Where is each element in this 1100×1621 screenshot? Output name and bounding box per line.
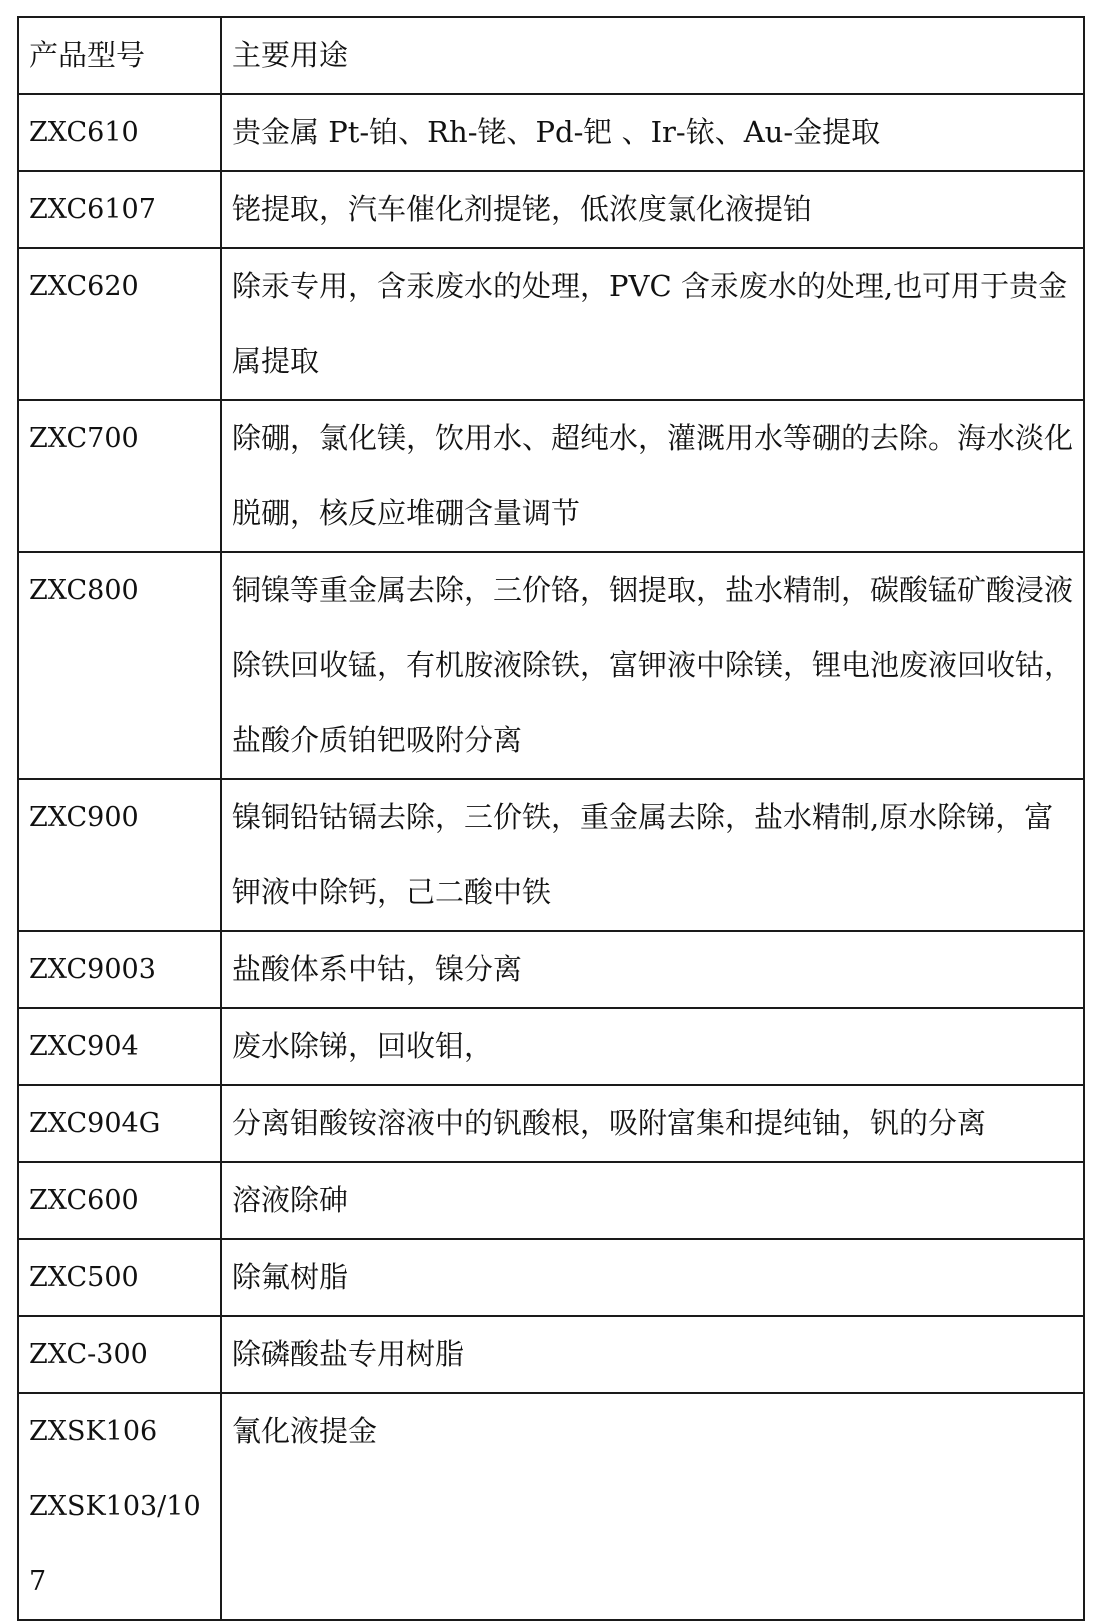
usage-cell: 除硼，氯化镁，饮用水、超纯水，灌溉用水等硼的去除。海水淡化脱硼，核反应堆硼含量调节 bbox=[221, 400, 1084, 552]
usage-cell: 氰化液提金 bbox=[221, 1393, 1084, 1620]
table-row bbox=[18, 400, 1084, 552]
usage-cell: 镍铜铅钴镉去除，三价铁，重金属去除，盐水精制,原水除锑，富钾液中除钙，己二酸中铁 bbox=[221, 779, 1084, 931]
product-model-cell bbox=[18, 1393, 221, 1620]
product-model-cell bbox=[18, 94, 221, 171]
product-model: ZXSK103/107 bbox=[29, 1491, 201, 1597]
table-row bbox=[18, 248, 1084, 400]
table-row bbox=[18, 1239, 1084, 1316]
product-model: ZXSK106 bbox=[29, 1416, 158, 1447]
product-model: ZXC904G bbox=[29, 1108, 161, 1139]
product-model-cell bbox=[18, 552, 221, 779]
product-model-cell bbox=[18, 1085, 221, 1162]
product-model: ZXC900 bbox=[29, 802, 139, 833]
product-model: ZXC700 bbox=[29, 423, 139, 454]
table-row bbox=[18, 931, 1084, 1008]
product-model-cell bbox=[18, 1239, 221, 1316]
product-model-cell bbox=[18, 171, 221, 248]
table-row bbox=[18, 552, 1084, 779]
product-model-cell bbox=[18, 1162, 221, 1239]
table-row bbox=[18, 1085, 1084, 1162]
product-model: ZXC500 bbox=[29, 1262, 139, 1293]
product-model-cell bbox=[18, 931, 221, 1008]
product-model: ZXC600 bbox=[29, 1185, 139, 1216]
product-usage-table bbox=[17, 16, 1085, 1621]
usage-cell: 除磷酸盐专用树脂 bbox=[221, 1316, 1084, 1393]
usage-cell: 废水除锑，回收钼， bbox=[221, 1008, 1084, 1085]
product-model-cell bbox=[18, 248, 221, 400]
product-model-cell bbox=[18, 400, 221, 552]
header-product-model: 产品型号 bbox=[18, 17, 221, 94]
usage-cell: 除氟树脂 bbox=[221, 1239, 1084, 1316]
product-model: ZXC9003 bbox=[29, 954, 156, 985]
header-main-usage: 主要用途 bbox=[221, 17, 1084, 94]
table-row bbox=[18, 94, 1084, 171]
table-row bbox=[18, 1162, 1084, 1239]
product-model-cell bbox=[18, 1316, 221, 1393]
product-model: ZXC6107 bbox=[29, 194, 156, 225]
usage-cell: 溶液除砷 bbox=[221, 1162, 1084, 1239]
usage-cell: 贵金属 Pt-铂、Rh-铑、Pd-钯 、Ir-铱、Au-金提取 bbox=[221, 94, 1084, 171]
usage-cell: 盐酸体系中钴，镍分离 bbox=[221, 931, 1084, 1008]
product-model: ZXC610 bbox=[29, 117, 139, 148]
document-page bbox=[17, 16, 1085, 1621]
usage-cell: 分离钼酸铵溶液中的钒酸根，吸附富集和提纯铀，钒的分离 bbox=[221, 1085, 1084, 1162]
table-row bbox=[18, 1393, 1084, 1620]
product-model: ZXC800 bbox=[29, 575, 139, 606]
product-model-cell bbox=[18, 1008, 221, 1085]
usage-cell: 铑提取，汽车催化剂提铑，低浓度氯化液提铂 bbox=[221, 171, 1084, 248]
table-header-row bbox=[18, 17, 1084, 94]
table-row bbox=[18, 1008, 1084, 1085]
usage-cell: 铜镍等重金属去除，三价铬，铟提取，盐水精制，碳酸锰矿酸浸液除铁回收锰，有机胺液除铁，富钾液中除镁，锂电池废液回收钴，盐酸介质铂钯吸附分离 bbox=[221, 552, 1084, 779]
usage-cell: 除汞专用，含汞废水的处理，PVC 含汞废水的处理,也可用于贵金属提取 bbox=[221, 248, 1084, 400]
table-row bbox=[18, 171, 1084, 248]
product-model-cell bbox=[18, 779, 221, 931]
product-model: ZXC-300 bbox=[29, 1339, 148, 1370]
product-model: ZXC904 bbox=[29, 1031, 139, 1062]
table-row bbox=[18, 1316, 1084, 1393]
product-model: ZXC620 bbox=[29, 271, 139, 302]
table-row bbox=[18, 779, 1084, 931]
